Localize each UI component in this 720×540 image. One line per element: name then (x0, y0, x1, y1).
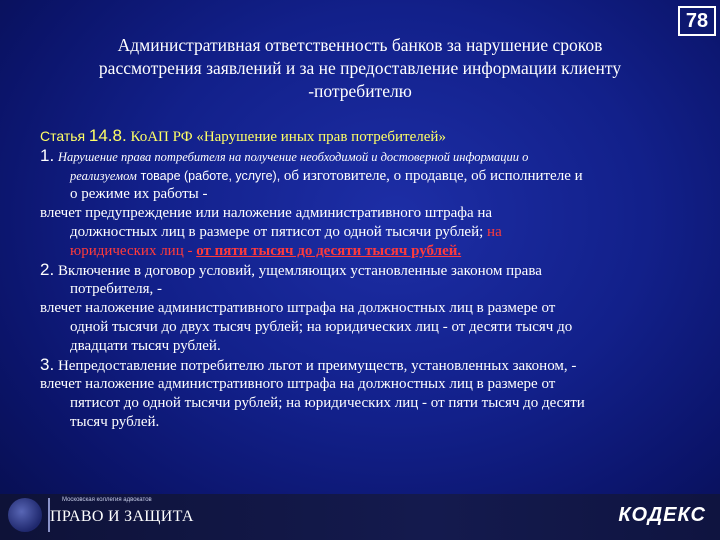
footer-bar (0, 494, 720, 540)
penalty-3-line-1: влечет наложение административного штрафа на должностных лиц в размере от (40, 376, 556, 393)
footer-brand: ПРАВО И ЗАЩИТА (50, 508, 194, 525)
list-item-1 (40, 147, 690, 204)
slide-number: 78 (678, 6, 716, 36)
penalty-2-line-2: одной тысячи до двух тысяч рублей; на юридических лиц - от десяти тысяч до (70, 318, 573, 335)
list-item-3 (40, 356, 690, 376)
article-number: 14.8. (88, 126, 127, 145)
article-heading (40, 127, 690, 147)
penalty-3-line-2: пятисот до одной тысячи рублей; на юридических лиц - от пяти тысяч до десяти (70, 395, 585, 412)
slide-title (30, 34, 690, 103)
article-prefix: Статья (40, 128, 86, 144)
footer-subtitle: Московская коллегия адвокатов (62, 497, 152, 503)
penalty-2-line-1: влечет наложение административного штрафа на должностных лиц в размере от (40, 300, 556, 317)
list-item-3-text: Непредоставление потребителю льгот и преимуществ, установленных законом, - (57, 357, 577, 374)
penalty-2 (40, 299, 690, 355)
penalty-1-line-3: юридических лиц - (70, 242, 193, 259)
article-title: КоАП РФ «Нарушение иных прав потребителей» (130, 129, 446, 145)
penalty-3-line-3: тысяч рублей. (70, 413, 160, 430)
list-item-1-italic: Нарушение права потребителя на получение необходимой и достоверной информации о (57, 149, 529, 164)
penalty-1-line-1: влечет предупреждение или наложение административного штрафа на (40, 205, 493, 222)
penalty-2-line-3: двадцати тысяч рублей. (70, 337, 221, 354)
list-item-1-italic-2: реализуемом (70, 168, 137, 183)
kodeks-logo: КОДЕКС (618, 504, 706, 526)
list-item-1-number: 1. (40, 145, 55, 165)
list-item-1-goods: товаре (работе, услуге), (140, 168, 281, 183)
globe-icon (8, 498, 42, 532)
list-item-3-number: 3. (40, 354, 55, 374)
list-item-2-line-2: потребителя, - (70, 281, 162, 298)
penalty-1 (40, 204, 690, 260)
list-item-1-rest: об изготовителе, о продавце, об исполнителе и (283, 167, 583, 184)
penalty-1-highlight: на (487, 223, 502, 240)
title-line-1: Административная ответственность банков за нарушение сроков (117, 35, 603, 55)
list-item-1-rest-2: о режиме их работы - (70, 186, 208, 203)
penalty-3 (40, 375, 690, 431)
title-line-2: рассмотрения заявлений и за не предоставление информации клиенту (98, 58, 622, 78)
list-item-2-text: Включение в договор условий, ущемляющих установленные законом права (57, 262, 542, 279)
list-item-2 (40, 261, 690, 300)
list-item-2-number: 2. (40, 259, 55, 279)
penalty-1-line-2: должностных лиц в размере от пятисот до одной тысячи рублей; (70, 223, 484, 240)
penalty-1-amount: от пяти тысяч до десяти тысяч рублей. (196, 242, 462, 259)
title-line-3: -потребителю (308, 81, 412, 101)
slide-body (40, 127, 690, 432)
